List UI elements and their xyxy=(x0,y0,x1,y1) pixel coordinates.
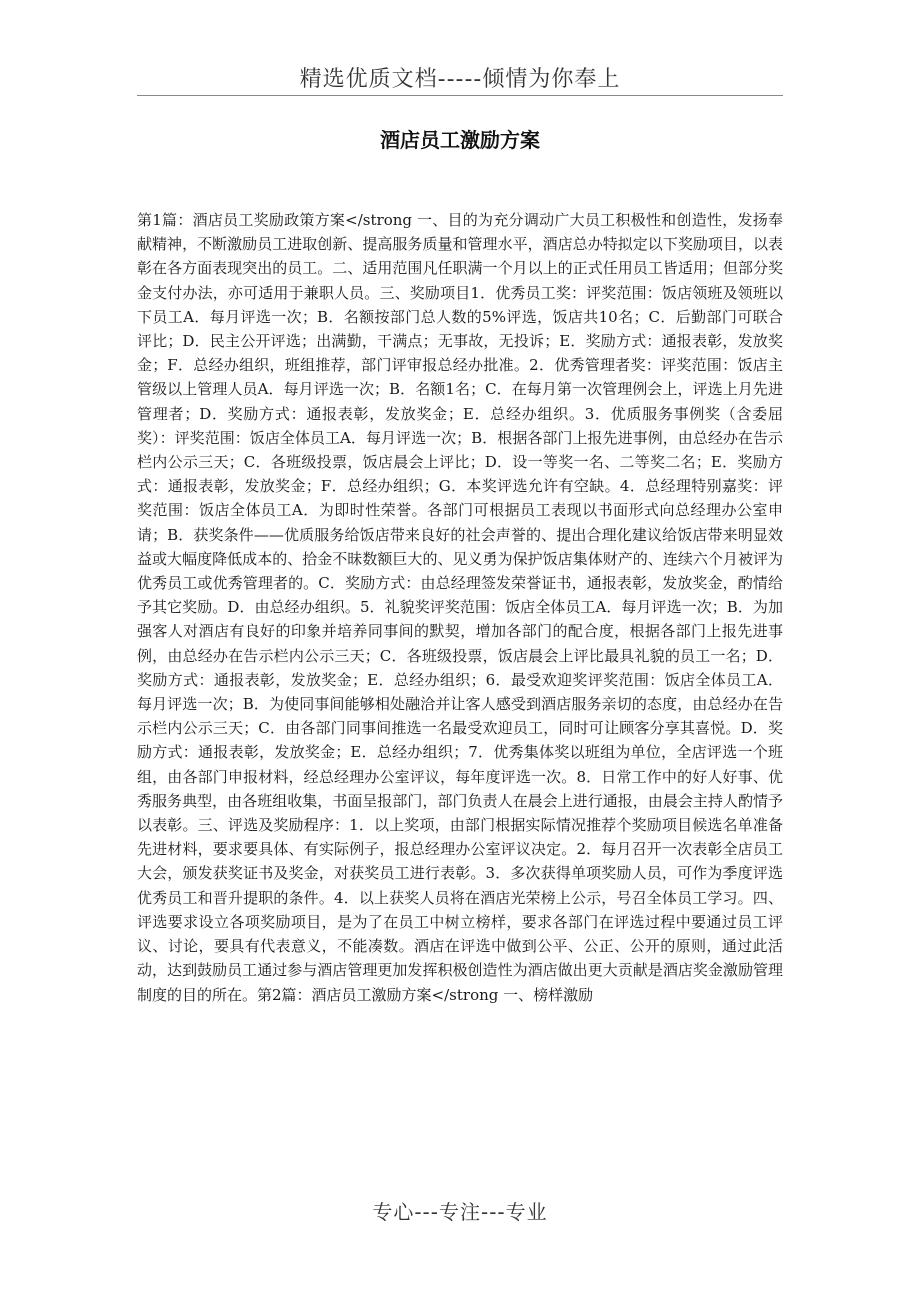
page-footer: 专心---专注---专业 xyxy=(372,1200,548,1224)
document-body: 第1篇：酒店员工奖励政策方案</strong 一、目的为充分调动广大员工积极性和创造性，发扬奉献精神，不断激励员工进取创新、提高服务质量和管理水平，酒店总办特拟定以下奖励项目，以表彰在各方面表现突出的员工。二、适用范围凡任职满一个月以上的正式任用员工皆适用；但部分奖金支付办法，亦可适用于兼职人员。三、奖励项目1．优秀员工奖：评奖范围：饭店领班及领班以下员工A．每月评选一次；B．名额按部门总人数的5%评选，饭店共10名；C．后勤部门可联合评比；D．民主公开评选；出满勤，干满点；无事故，无投诉；E．奖励方式：通报表彰，发放奖金；F．总经办组织，班组推荐，部门评审报总经办批准。2．优秀管理者奖：评奖范围：饭店主管级以上管理人员A．每月评选一次；B．名额1名；C．在每月第一次管理例会上，评选上月先进管理者；D．奖励方式：通报表彰，发放奖金；E．总经办组织。3．优质服务事例奖（含委屈奖）：评奖范围：饭店全体员工A．每月评选一次；B．根据各部门上报先进事例，由总经办在告示栏内公示三天；C．各班级投票，饭店晨会上评比；D．设一等奖一名、二等奖二名；E．奖励方式：通报表彰，发放奖金；F．总经办组织；G．本奖评选允许有空缺。4．总经理特别嘉奖：评奖范围：饭店全体员工A．为即时性荣誉。各部门可根据员工表现以书面形式向总经理办公室申请；B．获奖条件——优质服务给饭店带来良好的社会声誉的、提出合理化建议给饭店带来明显效益或大幅度降低成本的、拾金不昧数额巨大的、见义勇为保护饭店集体财产的、连续六个月被评为优秀员工或优秀管理者的。C．奖励方式：由总经理签发荣誉证书，通报表彰，发放奖金，酌情给予其它奖励。D．由总经办组织。5．礼貌奖评奖范围：饭店全体员工A．每月评选一次；B．为加强客人对酒店有良好的印象并培养同事间的默契，增加各部门的配合度，根据各部门上报先进事例，由总经办在告示栏内公示三天；C．各班级投票，饭店晨会上评比最具礼貌的员工一名；D．奖励方式：通报表彰，发放奖金；E．总经办组织；6．最受欢迎奖评奖范围：饭店全体员工A．每月评选一次；B．为使同事间能够相处融洽并让客人感受到酒店服务亲切的态度，由总经办在告示栏内公示三天；C．由各部门同事间推选一名最受欢迎员工，同时可让顾客分享其喜悦。D．奖励方式：通报表彰，发放奖金；E．总经办组织；7．优秀集体奖以班组为单位，全店评选一个班组，由各部门申报材料，经总经理办公室评议，每年度评选一次。8．日常工作中的好人好事、优秀服务典型，由各班组收集，书面呈报部门，部门负责人在晨会上进行通报，由晨会主持人酌情予以表彰。三、评选及奖励程序：1．以上奖项，由部门根据实际情况推荐个奖励项目候选名单准备先进材料，要求要具体、有实际例子，报总经理办公室评议决定。2．每月召开一次表彰全店员工大会，颁发获奖证书及奖金，对获奖员工进行表彰。3．多次获得单项奖励人员，可作为季度评选优秀员工和晋升提职的条件。4．以上获奖人员将在酒店光荣榜上公示，号召全体员工学习。四、评选要求设立各项奖励项目，是为了在员工中树立榜样，要求各部门在评选过程中要通过员工评议、讨论，要具有代表意义，不能凑数。酒店在评选中做到公平、公正、公开的原则，通过此活动，达到鼓励员工通过参与酒店管理更加发挥积极创造性为酒店做出更大贡献是酒店奖金激励管理制度的目的所在。第2篇：酒店员工激励方案</strong 一、榜样激励 xyxy=(137,211,783,1004)
header-divider xyxy=(137,95,783,96)
page-header: 精选优质文档-----倾情为你奉上 xyxy=(299,67,621,92)
document-title: 酒店员工激励方案 xyxy=(380,128,540,152)
